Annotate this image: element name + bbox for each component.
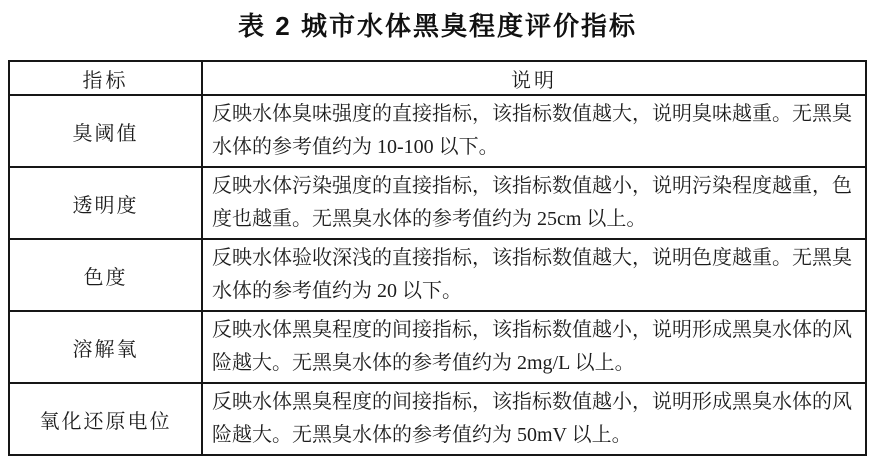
table-row bbox=[9, 383, 866, 455]
table-row bbox=[9, 167, 866, 239]
table-row bbox=[9, 239, 866, 311]
indicator-cell: 色度 bbox=[9, 239, 202, 311]
description-cell: 反映水体黑臭程度的间接指标，该指标数值越小，说明形成黑臭水体的风险越大。无黑臭水体的参考值约为 50mV 以上。 bbox=[202, 383, 866, 455]
indicator-cell: 氧化还原电位 bbox=[9, 383, 202, 455]
description-cell: 反映水体验收深浅的直接指标，该指标数值越大，说明色度越重。无黑臭水体的参考值约为 20 以下。 bbox=[202, 239, 866, 311]
table-header-row bbox=[9, 61, 866, 95]
table-row bbox=[9, 95, 866, 167]
description-cell: 反映水体污染强度的直接指标，该指标数值越小，说明污染程度越重，色度也越重。无黑臭水体的参考值约为 25cm 以上。 bbox=[202, 167, 866, 239]
indicator-cell: 臭阈值 bbox=[9, 95, 202, 167]
indicator-cell: 透明度 bbox=[9, 167, 202, 239]
evaluation-indicators-table bbox=[8, 60, 867, 456]
header-description: 说明 bbox=[202, 61, 866, 95]
table-title: 表 2 城市水体黑臭程度评价指标 bbox=[238, 11, 637, 41]
table-row bbox=[9, 311, 866, 383]
indicator-cell: 溶解氧 bbox=[9, 311, 202, 383]
header-indicator: 指标 bbox=[9, 61, 202, 95]
description-cell: 反映水体臭味强度的直接指标，该指标数值越大，说明臭味越重。无黑臭水体的参考值约为 10-100 以下。 bbox=[202, 95, 866, 167]
description-cell: 反映水体黑臭程度的间接指标，该指标数值越小，说明形成黑臭水体的风险越大。无黑臭水体的参考值约为 2mg/L 以上。 bbox=[202, 311, 866, 383]
